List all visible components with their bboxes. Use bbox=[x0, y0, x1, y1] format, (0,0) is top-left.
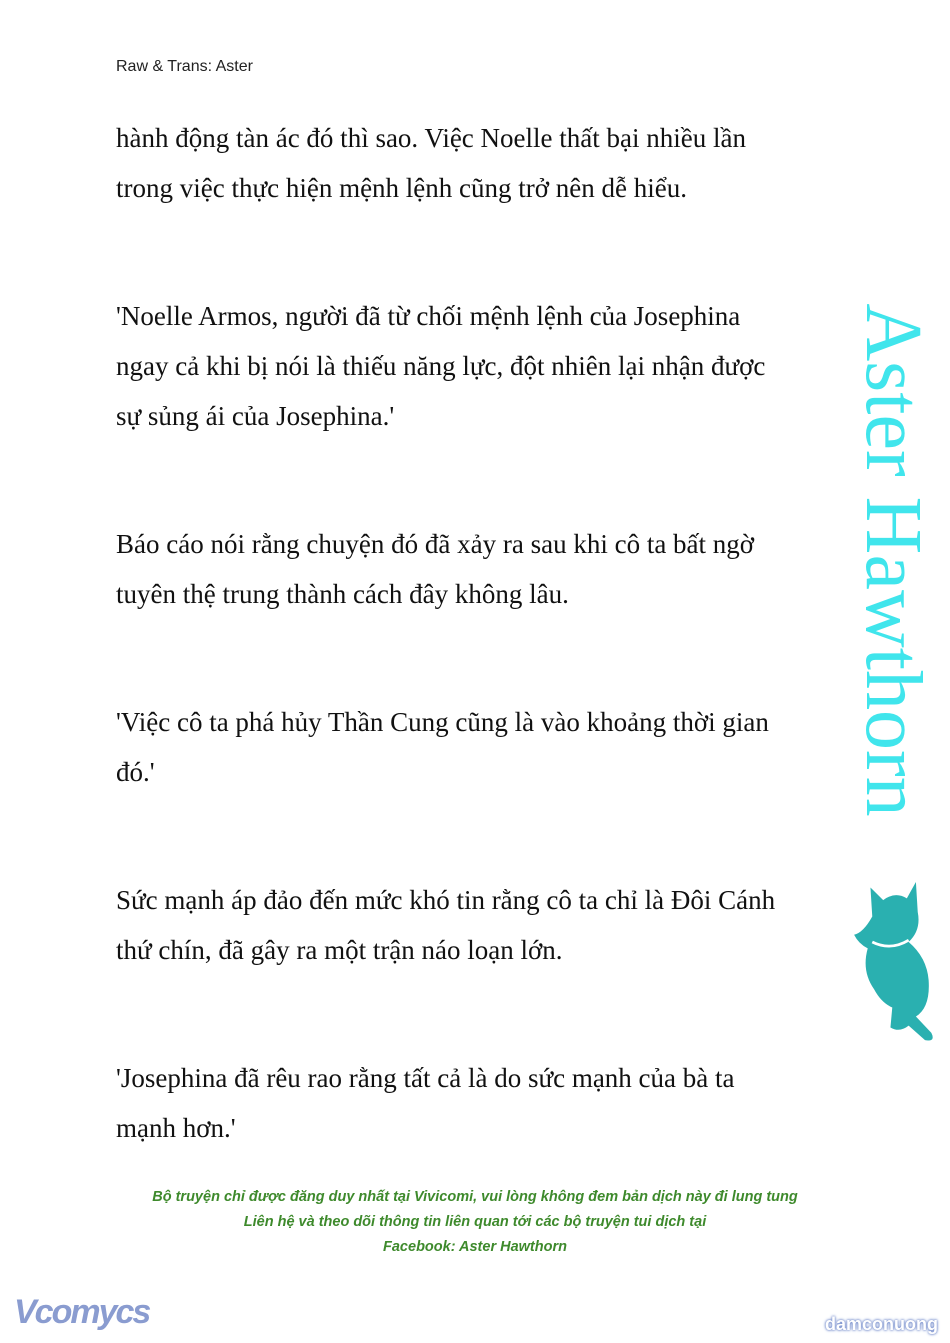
line: 'Noelle Armos, người đã từ chối mệnh lệnh của Josephina bbox=[116, 301, 741, 331]
line: thứ chín, đã gây ra một trận náo loạn lớn. bbox=[116, 935, 563, 965]
page-body bbox=[116, 113, 836, 1231]
paragraph bbox=[116, 291, 836, 441]
footer-line: Bộ truyện chỉ được đăng duy nhất tại Vivicomi, vui lòng không đem bản dịch này đi lung tung bbox=[152, 1189, 798, 1205]
paragraph bbox=[116, 1053, 836, 1153]
line: sự sủng ái của Josephina.' bbox=[116, 401, 395, 431]
paragraph bbox=[116, 875, 836, 975]
vcomycs-logo: Vcomycs bbox=[14, 1293, 150, 1331]
paragraph bbox=[116, 697, 836, 797]
line: tuyên thệ trung thành cách đây không lâu. bbox=[116, 579, 569, 609]
line: hành động tàn ác đó thì sao. Việc Noelle thất bại nhiều lần bbox=[116, 123, 746, 153]
translator-credit: Raw & Trans: Aster bbox=[116, 58, 253, 75]
line: trong việc thực hiện mệnh lệnh cũng trở nên dễ hiểu. bbox=[116, 173, 687, 203]
paragraph bbox=[116, 519, 836, 619]
line: mạnh hơn.' bbox=[116, 1113, 236, 1143]
line: 'Josephina đã rêu rao rằng tất cả là do sức mạnh của bà ta bbox=[116, 1063, 735, 1093]
footer-notice bbox=[0, 1185, 950, 1260]
footer-facebook: Facebook: Aster Hawthorn bbox=[383, 1239, 567, 1255]
watermark: Aster Hawthorn bbox=[849, 303, 937, 817]
line: đó.' bbox=[116, 757, 155, 787]
line: 'Việc cô ta phá hủy Thần Cung cũng là vào khoảng thời gian bbox=[116, 707, 769, 737]
damconuong-logo: damconuong bbox=[825, 1314, 938, 1334]
line: ngay cả khi bị nói là thiếu năng lực, đột nhiên lại nhận được bbox=[116, 351, 766, 381]
line: Báo cáo nói rằng chuyện đó đã xảy ra sau khi cô ta bất ngờ bbox=[116, 529, 755, 559]
line: Sức mạnh áp đảo đến mức khó tin rằng cô ta chỉ là Đôi Cánh bbox=[116, 885, 776, 915]
cat-silhouette-icon bbox=[845, 880, 945, 1044]
paragraph bbox=[116, 113, 836, 213]
footer-line: Liên hệ và theo dõi thông tin liên quan tới các bộ truyện tui dịch tại bbox=[243, 1214, 707, 1230]
